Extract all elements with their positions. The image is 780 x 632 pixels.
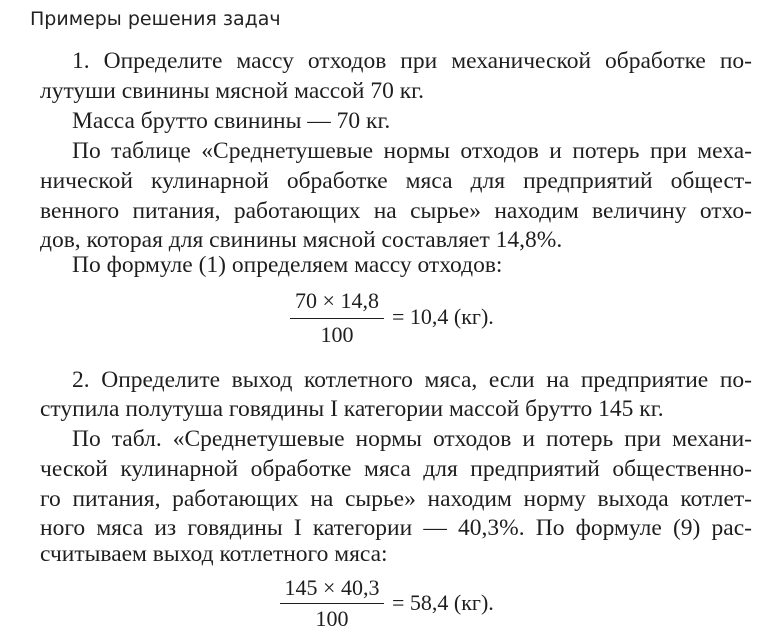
text-line: По таблице «Среднетушевые нормы отходов и потерь при меха- — [72, 138, 752, 164]
fraction-numerator: 70 × 14,8 — [295, 288, 379, 313]
text-line: го питания, работающих на сырье» находим норму выхода котлет- — [40, 486, 752, 512]
text-line: дов, которая для свинины мясной составляет 14,8%. — [40, 227, 563, 253]
formula-1 — [290, 288, 530, 352]
text-line: По формуле (1) определяем массу отходов: — [72, 252, 503, 278]
fraction-bar — [290, 318, 384, 319]
text-line: ческой кулинарной обработке мяса для предприятий общественно- — [40, 456, 752, 482]
text-line: Масса брутто свинины — 70 кг. — [72, 108, 391, 134]
text-line: лутуши свинины мясной массой 70 кг. — [40, 78, 424, 104]
fraction-denominator: 100 — [320, 322, 354, 347]
text-line: По табл. «Среднетушевые нормы отходов и потерь при механи- — [72, 426, 752, 452]
formula-result: = 58,4 (кг). — [392, 590, 494, 615]
text-line: считываем выход котлетного мяса: — [40, 541, 388, 567]
fraction-numerator: 145 × 40,3 — [284, 575, 380, 600]
text-line: нической кулинарной обработке мяса для предприятий общест- — [40, 168, 752, 194]
formula-2 — [280, 575, 540, 629]
text-line: венного питания, работающих на сырье» находим величину отхо- — [40, 198, 752, 224]
text-line: 1. Определите массу отходов при механической обработке по- — [72, 48, 752, 74]
fraction-bar — [280, 603, 384, 604]
text-line: 2. Определите выход котлетного мяса, если на предприятие по- — [72, 367, 752, 393]
formula-result: = 10,4 (кг). — [392, 304, 494, 329]
section-heading: Примеры решения задач — [30, 8, 281, 30]
text-line: ступила полутуша говядины I категории массой брутто 145 кг. — [40, 396, 664, 422]
fraction-denominator: 100 — [315, 606, 349, 631]
text-line: ного мяса из говядины I категории — 40,3%. По формуле (9) рас- — [40, 515, 752, 541]
